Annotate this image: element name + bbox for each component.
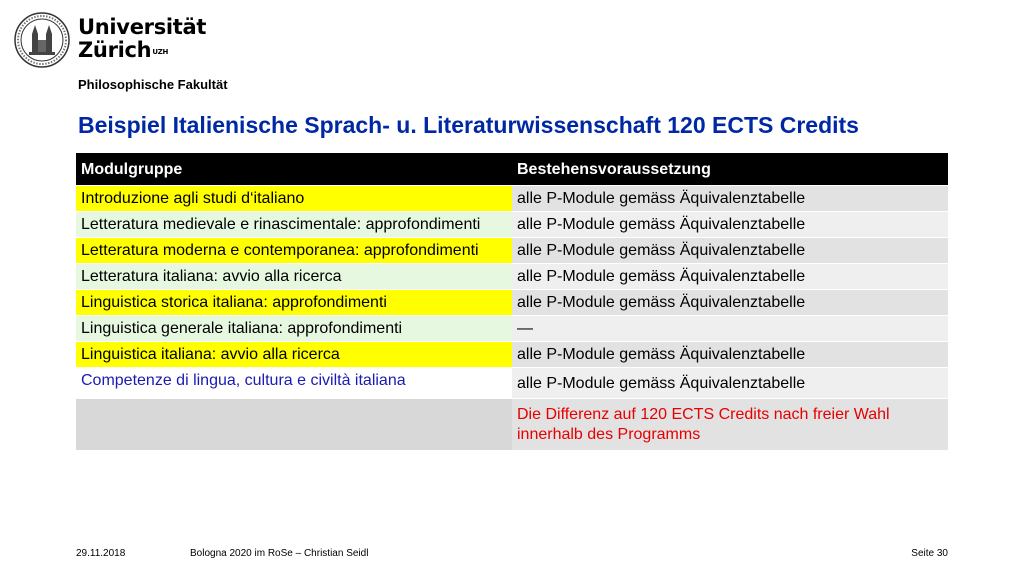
modul-cell xyxy=(76,399,512,450)
table-row xyxy=(76,316,948,341)
table-row xyxy=(76,186,948,211)
table-header-row xyxy=(76,153,948,185)
university-line2: Zürich xyxy=(78,38,152,62)
modul-cell: Letteratura italiana: avvio alla ricerca xyxy=(76,264,512,289)
module-table xyxy=(76,152,948,451)
header-bestehensvoraussetzung: Bestehensvoraussetzung xyxy=(512,153,948,185)
modul-cell: Linguistica storica italiana: approfondimenti xyxy=(76,290,512,315)
modul-cell: Linguistica generale italiana: approfondimenti xyxy=(76,316,512,341)
header-modulgruppe: Modulgruppe xyxy=(76,153,512,185)
table-row xyxy=(76,368,948,398)
requirement-cell: alle P-Module gemäss Äquivalenztabelle xyxy=(512,186,948,211)
slide-title: Beispiel Italienische Sprach- u. Literaturwissenschaft 120 ECTS Credits xyxy=(78,112,859,138)
table-row xyxy=(76,264,948,289)
requirement-cell: alle P-Module gemäss Äquivalenztabelle xyxy=(512,212,948,237)
footer-center: Bologna 2020 im RoSe – Christian Seidl xyxy=(190,548,369,559)
university-line1: Universität xyxy=(78,15,207,39)
modul-cell: Introduzione agli studi d‘italiano xyxy=(76,186,512,211)
requirement-cell: alle P-Module gemäss Äquivalenztabelle xyxy=(512,238,948,263)
footer-page: Seite 30 xyxy=(911,548,948,559)
table-row xyxy=(76,290,948,315)
table-row xyxy=(76,212,948,237)
requirement-cell: alle P-Module gemäss Äquivalenztabelle xyxy=(512,290,948,315)
requirement-cell: — xyxy=(512,316,948,341)
requirement-cell: alle P-Module gemäss Äquivalenztabelle xyxy=(512,264,948,289)
table-row xyxy=(76,399,948,450)
requirement-cell: alle P-Module gemäss Äquivalenztabelle xyxy=(512,342,948,367)
requirement-cell: Die Differenz auf 120 ECTS Credits nach freier Wahl innerhalb des Programms xyxy=(512,399,948,450)
table-row xyxy=(76,342,948,367)
modul-cell: Letteratura medievale e rinascimentale: approfondimenti xyxy=(76,212,512,237)
faculty-name: Philosophische Fakultät xyxy=(78,77,228,92)
modul-cell: Competenze di lingua, cultura e civiltà italiana xyxy=(76,368,512,398)
requirement-cell: alle P-Module gemäss Äquivalenztabelle xyxy=(512,368,948,398)
university-seal-logo xyxy=(14,12,70,68)
uzh-label: UZH xyxy=(152,48,169,56)
modul-cell: Linguistica italiana: avvio alla ricerca xyxy=(76,342,512,367)
footer-date: 29.11.2018 xyxy=(76,548,126,559)
university-name xyxy=(78,16,206,62)
modul-cell: Letteratura moderna e contemporanea: approfondimenti xyxy=(76,238,512,263)
table-row xyxy=(76,238,948,263)
